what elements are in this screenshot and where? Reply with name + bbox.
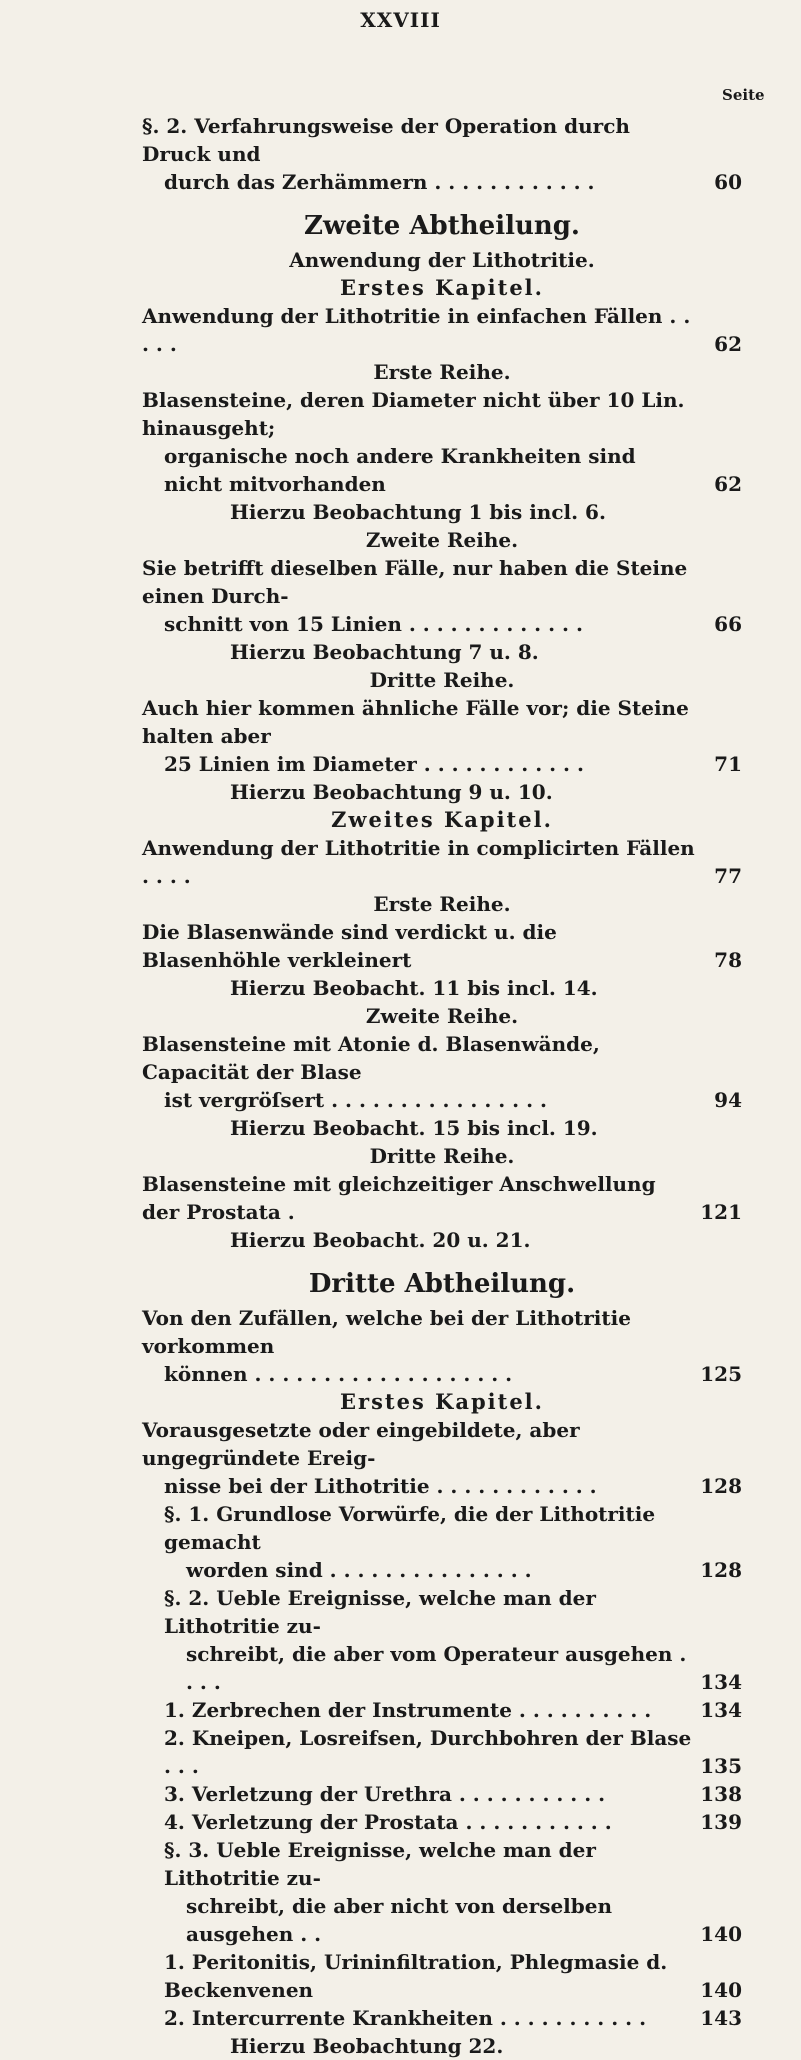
toc-entry: [142, 1416, 742, 1500]
section-heading: Zweite Abtheilung.: [304, 211, 580, 241]
series-heading: Zweite Reihe.: [365, 1004, 519, 1028]
observation-note: Hierzu Beobachtung 9 u. 10.: [230, 780, 553, 804]
toc-entry: [142, 554, 742, 638]
entry-page-number: 125: [700, 1362, 742, 1386]
chapter-heading: Erstes Kapitel.: [340, 275, 544, 300]
entry-page-number: 71: [714, 752, 742, 776]
observation-note: Hierzu Beobachtung 1 bis incl. 6.: [230, 500, 606, 524]
entry-page-number: 62: [714, 472, 742, 496]
section-subheading: Anwendung der Lithotritie.: [289, 248, 595, 272]
toc-subentry: [142, 1780, 742, 1808]
series-heading: Zweite Reihe.: [365, 528, 519, 552]
entry-page-number: 78: [714, 948, 742, 972]
observation-note: Hierzu Beobacht. 11 bis incl. 14.: [230, 976, 598, 1000]
entry-continuation: durch das Zerhämmern . . . . . . . . . . . .: [164, 170, 595, 194]
entry-text: §. 2. Ueble Ereignisse, welche man der Lithotritie zu-: [164, 1586, 596, 1638]
entry-text: Von den Zufällen, welche bei der Lithotritie vorkommen: [142, 1306, 631, 1358]
series-heading: Erste Reihe.: [373, 892, 511, 916]
entry-page-number: 60: [714, 170, 742, 194]
entry-continuation: schreibt, die aber vom Operateur ausgehen . . . .: [186, 1642, 687, 1694]
entry-text: Sie betrifft dieselben Fälle, nur haben die Steine einen Durch-: [142, 556, 688, 608]
entry-page-number: 138: [700, 1782, 742, 1806]
series-heading: Erste Reihe.: [373, 360, 511, 384]
series-heading: Dritte Reihe.: [369, 1144, 515, 1168]
toc-entry: [142, 834, 742, 890]
toc-subentry: [142, 1696, 742, 1724]
entry-text: Auch hier kommen ähnliche Fälle vor; die Steine halten aber: [142, 696, 689, 748]
entry-text: Die Blasenwände sind verdickt u. die Blasenhöhle verkleinert: [142, 920, 557, 972]
observation-note: Hierzu Beobachtung 22.: [230, 2034, 504, 2058]
entry-continuation: ist vergröſsert . . . . . . . . . . . . . . . .: [164, 1088, 547, 1112]
entry-text: Anwendung der Lithotritie in complicirten Fällen . . . .: [142, 836, 695, 888]
entry-page-number: 121: [700, 1200, 742, 1224]
entry-page-number: 128: [700, 1558, 742, 1582]
observation-note: Hierzu Beobachtung 7 u. 8.: [230, 640, 539, 664]
toc-entry: [142, 302, 742, 358]
entry-page-number: 128: [700, 1474, 742, 1498]
series-heading: Dritte Reihe.: [369, 668, 515, 692]
entry-text: 4. Verletzung der Prostata . . . . . . . . . . .: [164, 1810, 612, 1834]
entry-text: §. 3. Ueble Ereignisse, welche man der Lithotritie zu-: [164, 1838, 596, 1890]
observation-note: Hierzu Beobacht. 20 u. 21.: [230, 1228, 531, 1252]
section-heading: Dritte Abtheilung.: [308, 1269, 576, 1299]
toc-entry: [142, 1030, 742, 1114]
entry-page-number: 66: [714, 612, 742, 636]
toc-entry: [142, 1304, 742, 1388]
toc-subentry: [142, 1500, 742, 1584]
entry-page-number: 77: [714, 864, 742, 888]
entry-text: Blasensteine mit Atonie d. Blasenwände, Capacität der Blase: [142, 1032, 600, 1084]
table-of-contents: [142, 112, 742, 2060]
entry-continuation: können . . . . . . . . . . . . . . . . . . .: [164, 1362, 513, 1386]
entry-text: 2. Kneipen, Losreifsen, Durchbohren der Blase . . .: [164, 1726, 692, 1778]
entry-continuation: organische noch andere Krankheiten sind nicht mitvorhanden: [164, 444, 636, 496]
entry-continuation: schreibt, die aber nicht von derselben ausgehen . .: [186, 1894, 613, 1946]
entry-text: Blasensteine mit gleichzeitiger Anschwellung der Prostata .: [142, 1172, 656, 1224]
toc-entry: [142, 386, 742, 498]
entry-continuation: schnitt von 15 Linien . . . . . . . . . . . . .: [164, 612, 583, 636]
page-number: XXVIII: [360, 8, 441, 32]
seite-label: Seite: [722, 86, 765, 104]
entry-continuation: nisse bei der Lithotritie . . . . . . . . . . . .: [164, 1474, 597, 1498]
entry-page-number: 62: [714, 332, 742, 356]
toc-subentry: [142, 1948, 742, 2004]
entry-page-number: 134: [700, 1670, 742, 1694]
entry-page-number: 143: [700, 2006, 742, 2030]
entry-page-number: 140: [700, 1922, 742, 1946]
entry-continuation: worden sind . . . . . . . . . . . . . . .: [186, 1558, 532, 1582]
toc-subentry: [142, 1808, 742, 1836]
entry-text: §. 1. Grundlose Vorwürfe, die der Lithotritie gemacht: [164, 1502, 656, 1554]
entry-text: Vorausgesetzte oder eingebildete, aber ungegründete Ereig-: [142, 1418, 580, 1470]
toc-subentry: [142, 1724, 742, 1780]
toc-entry: [142, 918, 742, 974]
toc-subentry: [142, 1584, 742, 1696]
entry-page-number: 135: [700, 1754, 742, 1778]
toc-entry: [142, 694, 742, 778]
entry-text: 1. Zerbrechen der Instrumente . . . . . . . . . .: [164, 1698, 652, 1722]
entry-text: 2. Intercurrente Krankheiten . . . . . . . . . . .: [164, 2006, 647, 2030]
entry-continuation: 25 Linien im Diameter . . . . . . . . . . . .: [164, 752, 584, 776]
observation-note: Hierzu Beobacht. 15 bis incl. 19.: [230, 1116, 598, 1140]
entry-page-number: 94: [714, 1088, 742, 1112]
entry-text: Anwendung der Lithotritie in einfachen Fällen . . . . .: [142, 304, 691, 356]
toc-subentry: [142, 1836, 742, 1948]
entry-page-number: 134: [700, 1698, 742, 1722]
entry-text: 1. Peritonitis, Urininfiltration, Phlegmasie d. Beckenvenen: [164, 1950, 668, 2002]
entry-text: 3. Verletzung der Urethra . . . . . . . . . . .: [164, 1782, 606, 1806]
chapter-heading: Zweites Kapitel.: [331, 807, 553, 832]
entry-text: Blasensteine, deren Diameter nicht über 10 Lin. hinausgeht;: [142, 388, 685, 440]
entry-page-number: 140: [700, 1978, 742, 2002]
entry-page-number: 139: [700, 1810, 742, 1834]
chapter-heading: Erstes Kapitel.: [340, 1389, 544, 1414]
toc-entry: [142, 1170, 742, 1226]
entry-text: §. 2. Verfahrungsweise der Operation durch Druck und: [142, 114, 630, 166]
toc-subentry: [142, 2004, 742, 2032]
toc-entry: [142, 112, 742, 196]
